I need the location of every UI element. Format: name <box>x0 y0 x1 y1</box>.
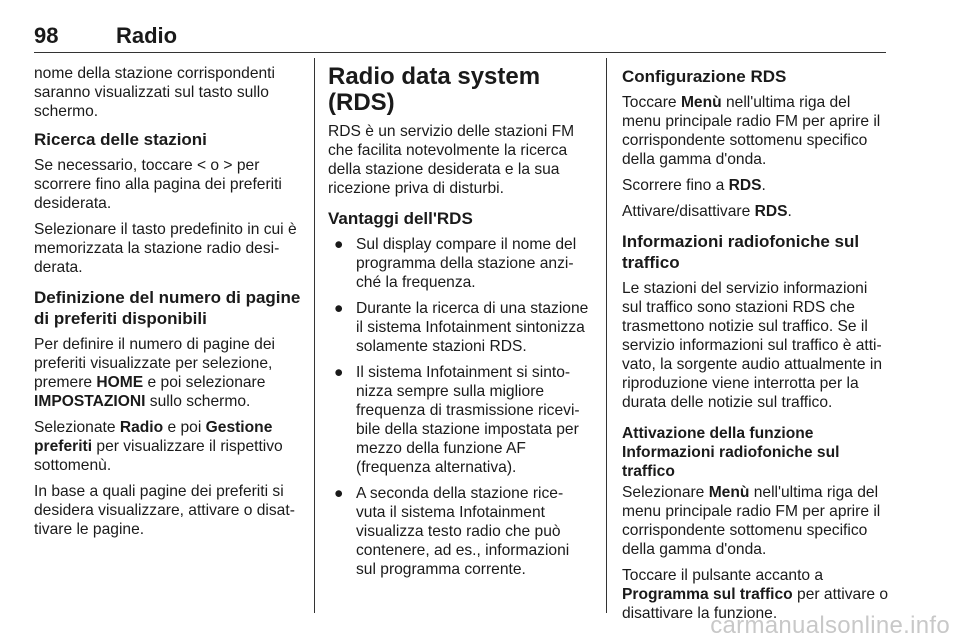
paragraph: Selezionate Radio e poi Gestione preferiti per visualizzare il rispettivo sottomenù. <box>34 419 283 474</box>
keyword-radio: Radio <box>119 419 164 436</box>
list-item: ● Durante la ricerca di una stazione il sistema Infotainment sintonizza solamente stazioni RDS. <box>334 300 589 355</box>
paragraph: Selezionare il tasto predefinito in cui è memorizzata la stazione radio desi‐derata. <box>34 221 297 276</box>
keyword-impostazioni: IMPOSTAZIONI <box>34 393 146 410</box>
keyword-home: HOME <box>96 374 144 391</box>
watermark: carmanualsonline.info <box>710 612 950 639</box>
paragraph: In base a quali pagine dei preferiti si desidera visualizzare, attivare o disat‐tivare le pagine. <box>34 483 295 538</box>
keyword-rds: RDS <box>728 177 762 194</box>
heading-rds-advantages: Vantaggi dell'RDS <box>328 209 473 228</box>
heading-favourite-pages: Definizione del numero di pagine di preferiti disponibili <box>34 288 301 328</box>
bullet-icon: ● <box>334 236 344 253</box>
next-arrow-icon: > <box>223 157 233 174</box>
column-2 <box>328 64 590 586</box>
heading-rds-config: Configurazione RDS <box>622 67 787 86</box>
paragraph: Scorrere fino a RDS. <box>622 177 766 194</box>
paragraph: Se necessario, toccare < o > per scorrere fino alla pagina dei preferiti desiderata. <box>34 157 282 212</box>
keyword-menu: Menù <box>708 484 750 501</box>
bullet-icon: ● <box>334 364 344 381</box>
paragraph: Selezionare Menù nell'ultima riga del menu principale radio FM per aprire il corrispondente sottomenu specifico della gamma d'onda. <box>622 484 881 558</box>
heading-traffic-info: Informazioni radiofoniche sul traffico <box>622 232 860 272</box>
keyword-programma-traffico: Programma sul traffico <box>622 586 793 603</box>
paragraph: Toccare il pulsante accanto a Programma sul traffico per attivare o disattivare la funzione. <box>622 567 889 622</box>
keyword-rds: RDS <box>754 203 788 220</box>
section-title: Radio <box>116 23 178 48</box>
column-3 <box>622 64 890 630</box>
keyword-menu: Menù <box>680 94 722 111</box>
bullet-list <box>328 235 590 579</box>
keyword-gestione-preferiti: Gestione preferiti <box>34 419 273 455</box>
bullet-icon: ● <box>334 300 344 317</box>
page-number: 98 <box>34 23 59 48</box>
paragraph: Le stazioni del servizio informazioni sul traffico sono stazioni RDS che trasmettono notizie sul traffico. Se il servizio informazioni sul traffico è atti‐vato, la sorgente audio attualmente in riproduzione viene interrotta per la durata delle notizie sul traffico. <box>622 280 883 411</box>
list-item: ● A seconda della stazione rice‐vuta il sistema Infotainment visualizza testo radio che può contenere, ad es., informazioni sul programma corrente. <box>334 485 570 578</box>
paragraph: RDS è un servizio delle stazioni FM che facilita notevolmente la ricerca della stazione desiderata e la sua ricezione priva di disturbi. <box>328 123 575 197</box>
heading-station-search: Ricerca delle stazioni <box>34 130 207 149</box>
list-item: ● Il sistema Infotainment si sinto‐nizza sempre sulla migliore frequenza di trasmissione ricevi‐bile della stazione impostata per mezzo della funzione AF (frequenza alternativa). <box>334 364 580 476</box>
paragraph: Toccare Menù nell'ultima riga del menu principale radio FM per aprire il corrispondente sottomenu specifico della gamma d'onda. <box>622 94 881 168</box>
column-1 <box>34 64 302 546</box>
prev-arrow-icon: < <box>196 157 207 174</box>
bullet-icon: ● <box>334 485 344 502</box>
paragraph: nome della stazione corrispondenti saranno visualizzati sul tasto sullo schermo. <box>34 65 275 120</box>
paragraph: Attivare/disattivare RDS. <box>622 203 792 220</box>
column-divider <box>314 58 315 613</box>
heading-traffic-activation: Attivazione della funzione Informazioni radiofoniche sul traffico <box>622 425 840 480</box>
column-divider <box>606 58 607 613</box>
page-header <box>34 23 886 53</box>
heading-rds: Radio data system (RDS) <box>328 63 541 116</box>
paragraph: Per definire il numero di pagine dei preferiti visualizzate per selezione, premere HOME e poi selezionare IMPOSTAZIONI sullo schermo. <box>34 336 275 410</box>
list-item: ● Sul display compare il nome del programma della stazione anzi‐ché la frequenza. <box>334 236 577 291</box>
